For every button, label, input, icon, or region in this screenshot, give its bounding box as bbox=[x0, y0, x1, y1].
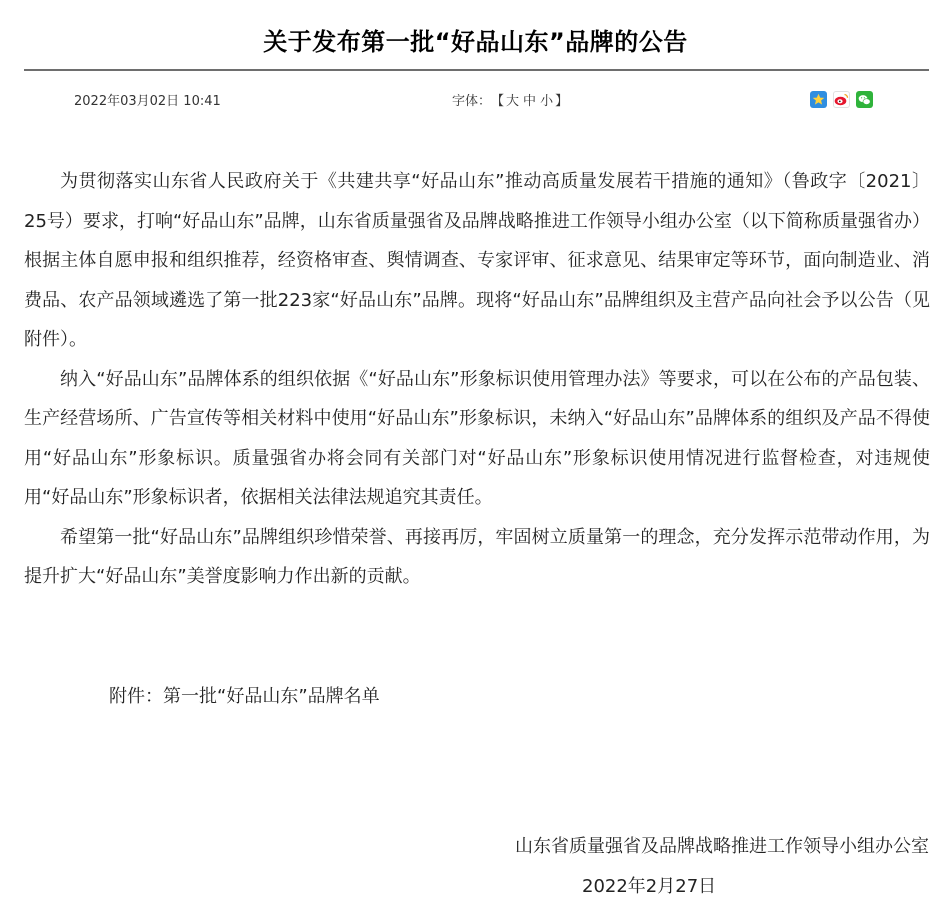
weibo-icon[interactable] bbox=[833, 91, 850, 108]
publish-date: 2022年03月02日 10:41 bbox=[74, 94, 221, 109]
signature-organization: 山东省质量强省及品牌战略推进工作领导小组办公室 bbox=[515, 836, 929, 857]
font-size-label: 字体： bbox=[452, 94, 492, 109]
article-meta bbox=[0, 88, 951, 110]
title-divider bbox=[24, 69, 929, 71]
qzone-icon[interactable] bbox=[810, 91, 827, 108]
bracket-open: 【 bbox=[491, 94, 505, 109]
paragraph-1: 为贯彻落实山东省人民政府关于《共建共享“好品山东”推动高质量发展若干措施的通知》（鲁政字〔2021〕25号）要求，打响“好品山东”品牌，山东省质量强省及品牌战略推进工作领导小组办公室（以下简称质量强省办）根据主体自愿申报和组织推荐，经资格审查、舆情调查、专家评审、征求意见、结果审定等环节，面向制造业、消费品、农产品领域遴选了第一批223家“好品山东”品牌。现将“好品山东”品牌组织及主营产品向社会予以公告（见附件）。 bbox=[24, 171, 930, 350]
font-size-large-button[interactable]: 大 bbox=[506, 94, 520, 109]
page-title: 关于发布第一批“好品山东”品牌的公告 bbox=[263, 28, 688, 56]
bracket-close: 】 bbox=[555, 94, 569, 109]
wechat-icon[interactable] bbox=[856, 91, 873, 108]
paragraph-2: 纳入“好品山东”品牌体系的组织依据《“好品山东”形象标识使用管理办法》等要求，可以在公布的产品包装、生产经营场所、广告宣传等相关材料中使用“好品山东”形象标识，未纳入“好品山东”品牌体系的组织及产品不得使用“好品山东”形象标识。质量强省办将会同有关部门对“好品山东”形象标识使用情况进行监督检查，对违规使用“好品山东”形象标识者，依据相关法律法规追究其责任。 bbox=[24, 368, 930, 508]
attachment-link[interactable]: 附件：第一批“好品山东”品牌名单 bbox=[109, 686, 380, 707]
paragraph-3: 希望第一批“好品山东”品牌组织珍惜荣誉、再接再厉，牢固树立质量第一的理念，充分发挥示范带动作用，为提升扩大“好品山东”美誉度影响力作出新的贡献。 bbox=[24, 526, 930, 587]
signature-date: 2022年2月27日 bbox=[582, 876, 717, 897]
share-buttons bbox=[810, 91, 873, 108]
article-body bbox=[24, 162, 930, 597]
font-size-small-button[interactable]: 小 bbox=[540, 94, 554, 109]
font-size-control bbox=[452, 90, 568, 109]
font-size-medium-button[interactable]: 中 bbox=[523, 94, 537, 109]
